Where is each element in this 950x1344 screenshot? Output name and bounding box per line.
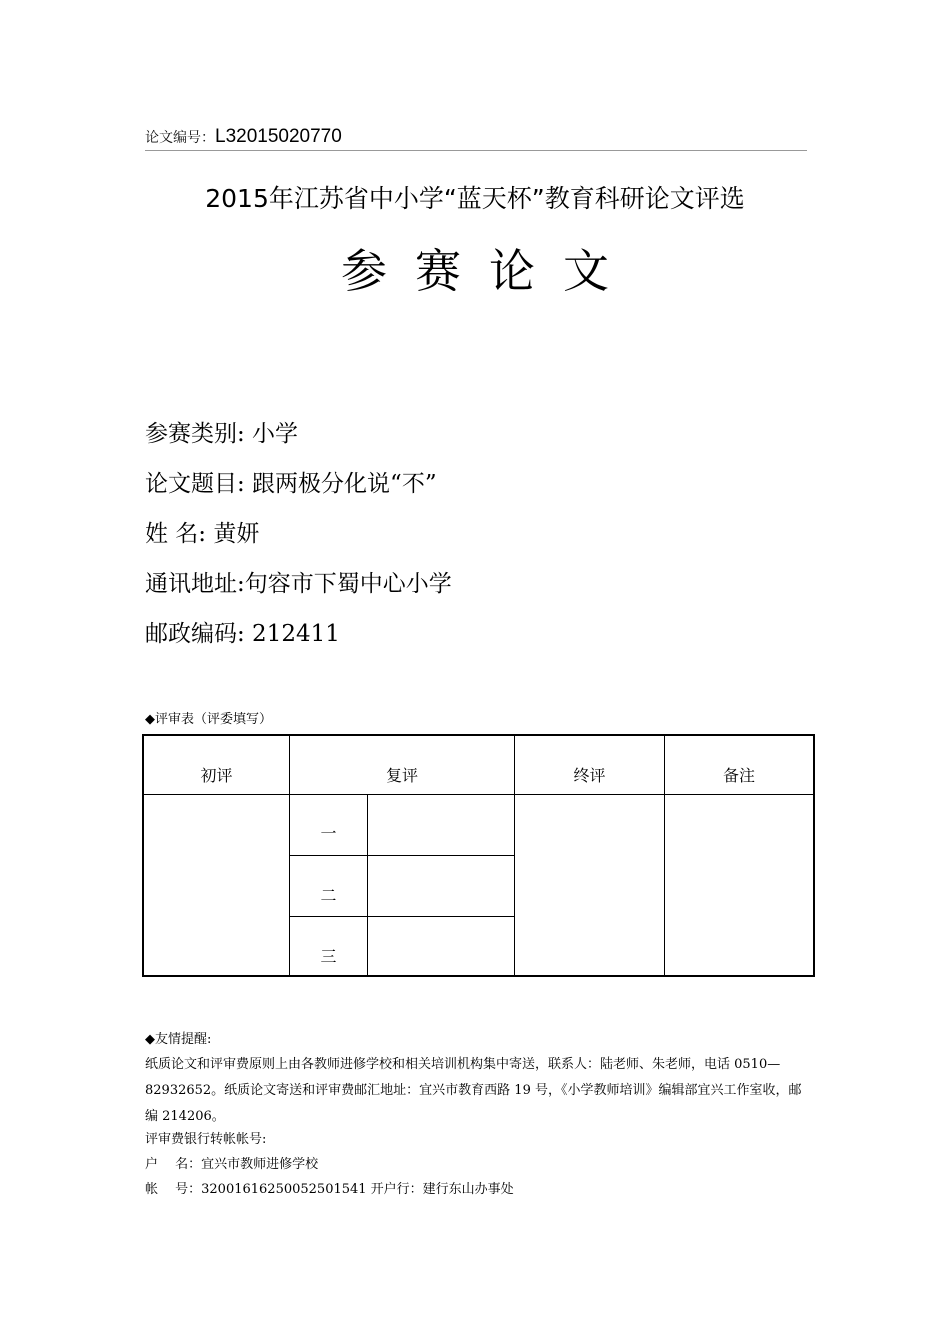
- review-table: [142, 734, 815, 977]
- review-row-label: 二: [320, 886, 337, 905]
- competition-title: 2015年江苏省中小学“蓝天杯”教育科研论文评选: [205, 184, 745, 213]
- doc-number-label: 论文编号：: [145, 130, 215, 146]
- doc-number-line: [145, 126, 807, 151]
- reminder-paragraph: 纸质论文和评审费原则上由各教师进修学校和相关培训机构集中寄送，联系人：陆老师、朱老师，电话 0510—82932652。纸质论文寄送和评审费邮汇地址：宜兴市教育西路 19 号，《小学教师培训》编辑部宜兴工作室收，邮编 214206。: [145, 1057, 802, 1124]
- info-category: 参赛类别: 小学: [145, 421, 299, 447]
- bank-label: 评审费银行转帐帐号:: [145, 1132, 267, 1147]
- review-row-label: 三: [320, 947, 337, 966]
- account-number: 帐 号：32001616250052501541 开户行：建行东山办事处: [145, 1182, 514, 1197]
- document-type-title: 参赛论文: [341, 244, 637, 298]
- header-remarks: 备注: [722, 766, 755, 785]
- info-postcode: 邮政编码: 212411: [145, 621, 340, 647]
- header-initial-review: 初评: [200, 766, 233, 785]
- doc-number: L32015020770: [215, 126, 342, 147]
- info-name: 姓 名: 黄妍: [145, 521, 260, 547]
- header-second-review: 复评: [385, 766, 418, 785]
- review-row-label: 一: [320, 824, 337, 843]
- info-address: 通讯地址:句容市下蜀中心小学: [145, 571, 452, 597]
- account-name: 户 名：宜兴市教师进修学校: [145, 1157, 319, 1172]
- header-final-review: 终评: [573, 766, 606, 785]
- info-paper-title: 论文题目: 跟两极分化说“不”: [145, 471, 437, 497]
- reminder-heading: ◆友情提醒:: [145, 1032, 212, 1047]
- review-table-caption: ◆评审表（评委填写）: [145, 712, 272, 727]
